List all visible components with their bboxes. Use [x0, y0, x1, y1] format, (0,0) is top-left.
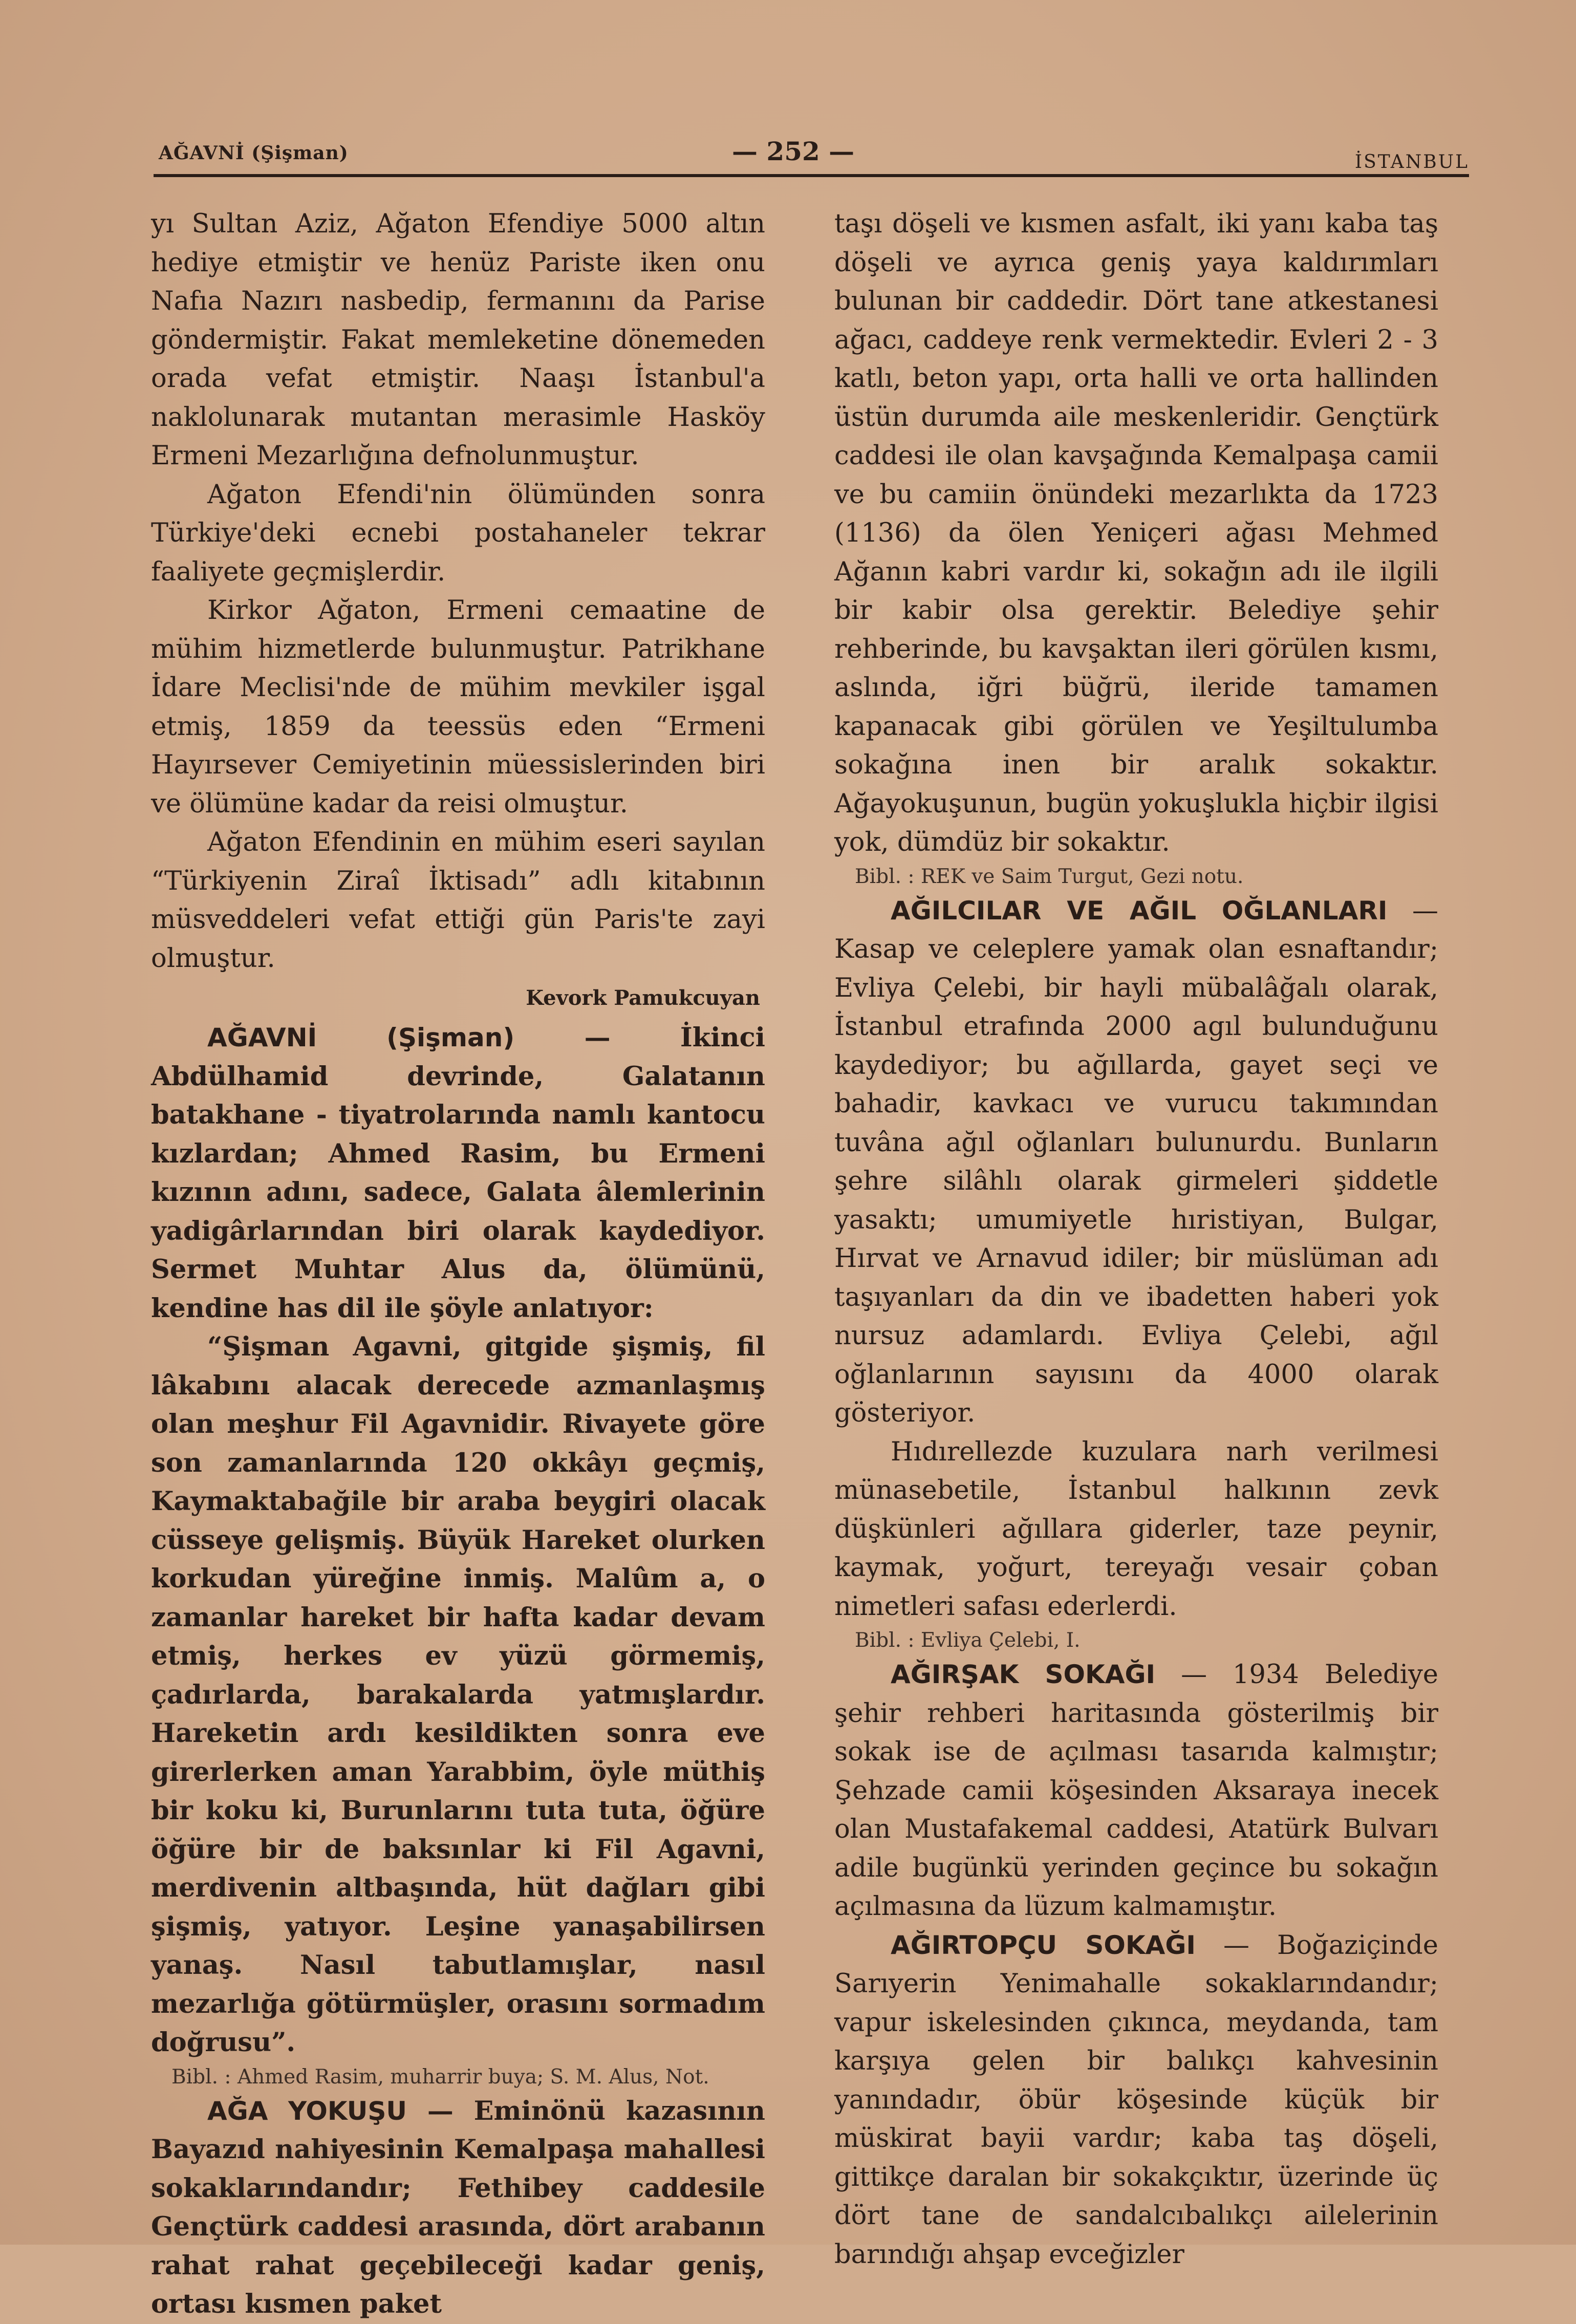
author-signature: Kevork Pamukcuyan	[526, 986, 760, 1010]
entry-aga-yokusu	[151, 2092, 765, 2324]
running-head-right: İSTANBUL	[1354, 152, 1469, 173]
entry-text: — Boğaziçinde Sarıyerin Yenimahalle sokaklarındandır; vapur iskelesinden çıkınca, meydanda, tam karşıya gelen bir balıkçı kahvesinin yanındadır, öbür köşesinde küçük bir müskirat bayii vardır; kaba taş döşeli, gittikçe daralan bir sokakçıktır, üzerinde üç dört tane de sandalcıbalıkçı ailelerinin barındığı ahşap evceğizler	[834, 1930, 1438, 2270]
paragraph: taşı döşeli ve kısmen asfalt, iki yanı kaba taş döşeli ve ayrıca geniş yaya kaldırımları bulunan bir caddedir. Dört tane atkestanesi ağacı, caddeye renk vermektedir. Evleri 2 - 3 katlı, beton yapı, orta halli ve orta hallinden üstün durumda aile meskenleridir. Gençtürk caddesi ile olan kavşağında Kemalpaşa camii ve bu camiin önündeki mezarlıkta da 1723 (1136) da ölen Yeniçeri ağası Mehmed Ağanın kabri vardır ki, sokağın adı ile ilgili bir kabir olsa gerektir. Belediye şehir rehberinde, bu kavşaktan ileri görülen kısmı, aslında, iğri büğrü, ileride tamamen kapanacak gibi görülen ve Yeşiltulumba sokağına inen bir aralık sokaktır. Ağayokuşunun, bugün yokuşlukla hiçbir ilgisi yok, dümdüz bir sokaktır.	[834, 209, 1438, 857]
paragraph: Ağaton Efendinin en mühim eseri sayılan “Türkiyenin Ziraî İktisadı” adlı kitabının müsveddeleri vefat ettiği gün Paris'te zayi olmuştur.	[151, 827, 765, 974]
page-header	[154, 138, 1469, 174]
bibliography: Bibl. : REK ve Saim Turgut, Gezi notu.	[855, 865, 1244, 888]
entry-headword: AĞILCILAR VE AĞIL OĞLANLARI	[891, 895, 1388, 926]
entry-headword: AĞIRŞAK SOKAĞI	[891, 1660, 1156, 1689]
entry-agilcilar	[834, 892, 1438, 1433]
left-column	[151, 205, 765, 2324]
page-number: — 252 —	[732, 136, 855, 166]
paragraph: yı Sultan Aziz, Ağaton Efendiye 5000 altın hediye etmiştir ve henüz Pariste iken onu Nafıa Nazırı nasbedip, fermanını da Parise göndermiştir. Fakat memleketine dönemeden orada vefat etmiştir. Naaşı İstanbul'a naklolunarak mutantan merasimle Hasköy Ermeni Mezarlığına defnolunmuştur.	[151, 209, 765, 471]
bibliography: Bibl. : Ahmed Rasim, muharrir buya; S. M. Alus, Not.	[171, 2065, 709, 2089]
entry-text: — Eminönü kazasının Bayazıd nahiyesinin Kemalpaşa mahallesi sokaklarındandır; Fethibey caddesile Gençtürk caddesi arasında, dört arabanın rahat rahat geçebileceği kadar geniş, ortası kısmen paket	[151, 2095, 765, 2319]
bibliography: Bibl. : Evliya Çelebi, I.	[855, 1629, 1081, 1652]
paragraph: Hıdırellezde kuzulara narh verilmesi münasebetile, İstanbul halkının zevk düşkünleri ağıllara giderler, taze peynir, kaymak, yoğurt, tereyağı vesair çoban nimetleri safası ederlerdi.	[834, 1436, 1438, 1622]
paragraph: Kirkor Ağaton, Ermeni cemaatine de mühim hizmetlerde bulunmuştur. Patrikhane İdare Meclisi'nde de mühim mevkiler işgal etmiş, 1859 da teessüs eden “Ermeni Hayırsever Cemiyetinin müessislerinden biri ve ölümüne kadar da reisi olmuştur.	[151, 595, 765, 819]
entry-text: — İkinci Abdülhamid devrinde, Galatanın batakhane - tiyatrolarında namlı kantocu kızlardan; Ahmed Rasim, bu Ermeni kızının adını, sadece, Galata âlemlerinin yadigârlarından biri olarak kaydediyor. Sermet Muhtar Alus da, ölümünü, kendine has dil ile şöyle anlatıyor:	[151, 1022, 765, 1324]
paragraph: Ağaton Efendi'nin ölümünden sonra Türkiye'deki ecnebi postahaneler tekrar faaliyete geçmişlerdir.	[151, 479, 765, 587]
entry-headword: AĞAVNİ (Şişman)	[207, 1023, 515, 1052]
entry-agirtopcu-sokagi	[834, 1926, 1438, 2274]
header-rule	[154, 174, 1469, 177]
entry-text: — Kasap ve celeplere yamak olan esnaftandır; Evliya Çelebi, bir hayli mübalâğalı olarak, İstanbul etrafında 2000 agıl bulunduğunu kaydediyor; bu ağıllarda, gayet seçi ve bahadir, kavkacı ve vurucu takımından tuvâna ağıl oğlanları bulunurdu. Bunların şehre silâhlı olarak girmeleri şiddetle yasaktı; umumiyetle hıristiyan, Bulgar, Hırvat ve Arnavud idiler; bir müslüman adı taşıyanları da din ve ibadetten haberi yok nursuz adamlardı. Evliya Çelebi, ağıl oğlanlarının sayısını da 4000 olarak gösteriyor.	[834, 895, 1439, 1428]
quotation: “Şişman Agavni, gitgide şişmiş, fil lâkabını alacak derecede azmanlaşmış olan meşhur Fil Agavnidir. Rivayete göre son zamanlarında 120 okkâyı geçmiş, Kaymaktabağile bir araba beygiri olacak cüsseye gelişmiş. Büyük Hareket olurken korkudan yüreğine inmiş. Malûm a, o zamanlar hareket bir hafta kadar devam etmiş, herkes ev yüzü görmemiş, çadırlarda, barakalarda yatmışlardır. Hareketin ardı kesildikten sonra eve girerlerken aman Yarabbim, öyle müthiş bir koku ki, Burunlarını tuta tuta, öğüre öğüre bir de baksınlar ki Fil Agavni, merdivenin altbaşında, hüt dağları gibi şişmiş, yatıyor. Leşine yanaşabilirsen yanaş. Nasıl tabutlamışlar, nasıl mezarlığa götürmüşler, orasını sormadım doğrusu”.	[151, 1331, 765, 2058]
entry-headword: AĞA YOKUŞU	[207, 2096, 407, 2126]
entry-agirsak-sokagi	[834, 1655, 1438, 1926]
entry-agavni	[151, 1019, 765, 1328]
running-head-left: AĞAVNİ (Şişman)	[159, 142, 349, 164]
right-column	[834, 205, 1438, 2274]
entry-text: — 1934 Belediye şehir rehberi haritasında gösterilmiş bir sokak ise de açılması tasarıda kalmıştır; Şehzade camii köşesinden Aksaraya inecek olan Mustafakemal caddesi, Atatürk Bulvarı adile bugünkü yerinden geçince bu sokağın açılmasına da lüzum kalmamıştır.	[834, 1660, 1438, 1922]
entry-headword: AĞIRTOPÇU SOKAĞI	[891, 1930, 1196, 1960]
